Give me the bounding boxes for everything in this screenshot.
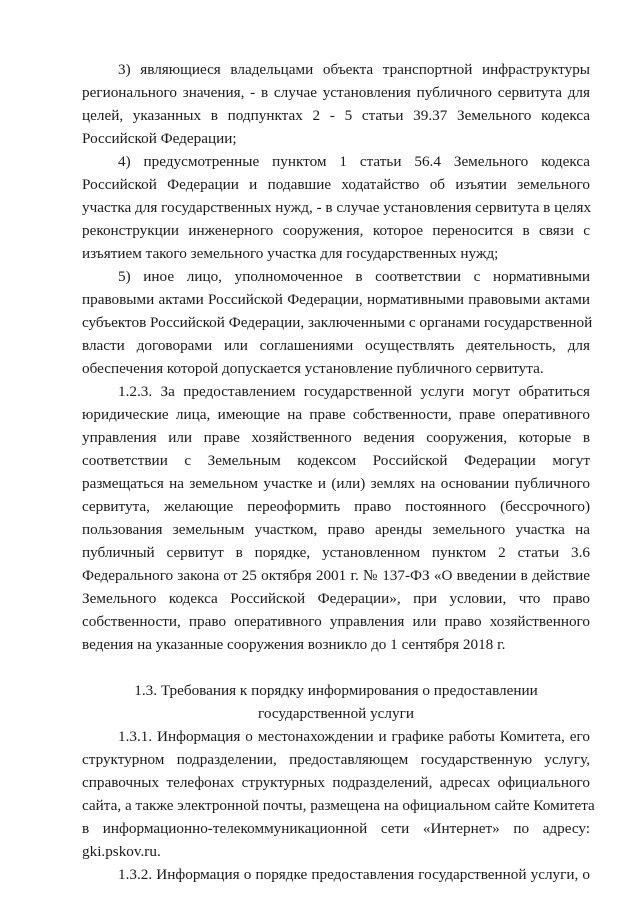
paragraph-line: собственности, право оперативного управления или право хозяйственного bbox=[82, 613, 590, 630]
paragraph-line: правовыми актами Российской Федерации, нормативными правовыми актами bbox=[82, 291, 590, 308]
paragraph-line: Федерального закона от 25 октября 2001 г. № 137-ФЗ «О введении в действие bbox=[82, 567, 590, 584]
paragraph-line: участка для государственных нужд, - в случае установления сервитута в целях bbox=[82, 199, 592, 216]
paragraph-line: обеспечения которой допускается установление публичного сервитута. bbox=[82, 360, 544, 377]
paragraph-line: 1.2.3. За предоставлением государственной услуги могут обратиться bbox=[118, 383, 590, 400]
paragraph-line: субъектов Российской Федерации, заключенными с органами государственной bbox=[82, 314, 593, 331]
paragraph-line: целей, указанных в подпунктах 2 - 5 статьи 39.37 Земельного кодекса bbox=[82, 107, 590, 124]
paragraph-line: соответствии с Земельным кодексом Российской Федерации могут bbox=[82, 452, 590, 469]
paragraph-line: власти договорами или соглашениями осуществлять деятельность, для bbox=[82, 337, 590, 354]
paragraph-line: изъятием такого земельного участка для государственных нужд; bbox=[82, 245, 499, 262]
paragraph-line: юридические лица, имеющие на праве собственности, праве оперативного bbox=[82, 406, 590, 423]
paragraph-line: размещаться на земельном участке и (или) землях на основании публичного bbox=[82, 475, 590, 492]
paragraph-line: сервитута, желающие переоформить право постоянного (бессрочного) bbox=[82, 498, 590, 515]
paragraph-line: управления или праве хозяйственного ведения сооружения, которые в bbox=[82, 429, 590, 446]
paragraph-line: структурном подразделении, предоставляющем государственную услугу, bbox=[82, 751, 590, 768]
paragraph-line: Российской Федерации; bbox=[82, 130, 237, 147]
paragraph-line: сайта, а также электронной почты, размещена на официальном сайте Комитета bbox=[82, 797, 595, 814]
paragraph-line: 4) предусмотренные пунктом 1 статьи 56.4 Земельного кодекса bbox=[118, 153, 590, 170]
paragraph-line: справочных телефонах структурных подразделений, адресах официального bbox=[82, 774, 590, 791]
paragraph-line: пользования земельным участком, право аренды земельного участка на bbox=[82, 521, 590, 538]
paragraph-line: реконструкции инженерного сооружения, которое переносится в связи с bbox=[82, 222, 590, 239]
paragraph-line: в информационно-телекоммуникационной сети «Интернет» по адресу: bbox=[82, 820, 590, 837]
paragraph-line: 1.3.1. Информация о местонахождении и графике работы Комитета, его bbox=[118, 728, 590, 745]
paragraph-line: регионального значения, - в случае установления публичного сервитута для bbox=[82, 84, 590, 101]
paragraph-line: 5) иное лицо, уполномоченное в соответствии с нормативными bbox=[118, 268, 590, 285]
paragraph-line: 3) являющиеся владельцами объекта транспортной инфраструктуры bbox=[118, 61, 590, 78]
section-heading: 1.3. Требования к порядку информирования о предоставлении bbox=[134, 682, 538, 699]
paragraph-line: публичный сервитут в порядке, установленном пунктом 2 статьи 3.6 bbox=[82, 544, 590, 561]
paragraph-line: Российской Федерации и подавшие ходатайство об изъятии земельного bbox=[82, 176, 590, 193]
paragraph-line: 1.3.2. Информация о порядке предоставления государственной услуги, о bbox=[118, 866, 590, 883]
paragraph-line: Земельного кодекса Российской Федерации», при условии, что право bbox=[82, 590, 590, 607]
paragraph-line: gki.pskov.ru. bbox=[82, 843, 161, 860]
section-heading: государственной услуги bbox=[258, 705, 414, 722]
paragraph-line: ведения на указанные сооружения возникло до 1 сентября 2018 г. bbox=[82, 636, 506, 653]
